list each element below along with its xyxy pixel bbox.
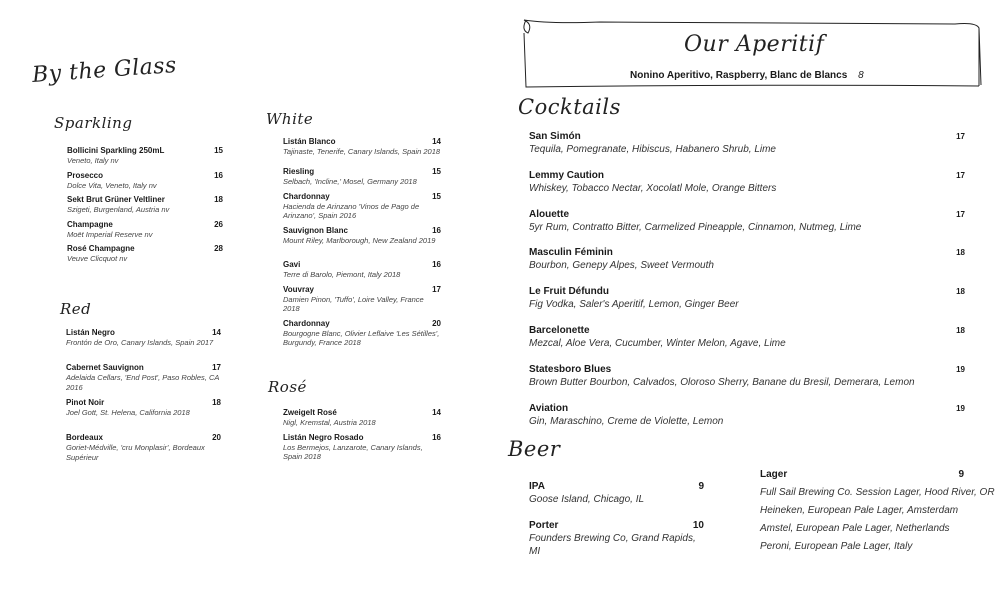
cocktail-price: 17 xyxy=(956,170,965,180)
wine-item xyxy=(67,195,223,220)
beer-price: 9 xyxy=(698,481,704,492)
item-name: Sauvignon Blanc xyxy=(283,225,348,235)
wine-item xyxy=(283,192,441,226)
item-desc: Goriet-Médville, 'cru Monplasir', Bordeaux Supérieur xyxy=(66,443,205,462)
beer-desc: Goose Island, Chicago, IL xyxy=(529,494,645,505)
wine-item xyxy=(66,433,221,468)
rose-list xyxy=(283,408,441,467)
item-desc: Hacienda de Arinzano 'Vinos de Pago de Arinzano', Spain 2016 xyxy=(283,201,420,220)
item-desc: Frontón de Oro, Canary Islands, Spain 2017 xyxy=(66,338,214,347)
item-desc: Los Bermejos, Lanzarote, Canary Islands, Spain 2018 xyxy=(283,442,423,461)
item-price: 15 xyxy=(214,146,223,155)
cocktails-heading: Cocktails xyxy=(518,95,621,119)
wine-item xyxy=(67,146,223,171)
item-price: 14 xyxy=(432,137,441,146)
by-the-glass-heading: By the Glass xyxy=(31,52,178,89)
item-price: 15 xyxy=(432,166,441,176)
lager-option: Heineken, European Pale Lager, Amsterdam xyxy=(760,505,959,516)
item-desc: Szigeti, Burgenland, Austria nv xyxy=(67,205,170,215)
aperitif-desc: Nonino Aperitivo, Raspberry, Blanc de Blancs xyxy=(630,70,848,81)
item-desc: Moët Imperial Reserve nv xyxy=(67,229,153,239)
beer-desc: Founders Brewing Co, Grand Rapids, MI xyxy=(529,533,696,557)
item-name: Riesling xyxy=(283,166,315,176)
item-name: Chardonnay xyxy=(283,191,330,201)
item-price: 20 xyxy=(432,318,441,328)
item-desc: Veneto, Italy nv xyxy=(67,156,119,165)
cocktail-desc: Brown Butter Bourbon, Calvados, Oloroso Sherry, Banane du Bresil, Demerara, Lemon xyxy=(529,376,915,388)
item-name: Bollicini Sparkling 250mL xyxy=(67,146,165,155)
lager-price: 9 xyxy=(958,469,964,480)
item-price: 16 xyxy=(214,170,223,180)
lager-block xyxy=(760,468,995,556)
item-desc: Mount Riley, Marlborough, New Zealand 2019 xyxy=(283,235,436,245)
white-list xyxy=(283,137,441,353)
wine-item xyxy=(283,137,441,167)
cocktail-item xyxy=(529,130,965,169)
item-price: 14 xyxy=(212,328,221,337)
item-name: Listán Blanco xyxy=(283,137,336,146)
sparkling-list xyxy=(67,146,223,269)
wine-item xyxy=(66,363,221,398)
red-heading: Red xyxy=(60,300,92,318)
wine-item xyxy=(67,244,223,269)
item-name: Listán Negro xyxy=(66,328,115,337)
red-list xyxy=(66,328,221,468)
cocktail-desc: Fig Vodka, Saler's Aperitif, Lemon, Ginger Beer xyxy=(529,299,739,311)
cocktail-desc: 5yr Rum, Contratto Bitter, Carmelized Pineapple, Cinnamon, Nutmeg, Lime xyxy=(529,221,862,233)
item-desc: Adelaida Cellars, 'End Post', Paso Robles, CA 2016 xyxy=(66,373,220,392)
aperitif-line xyxy=(630,70,864,81)
cocktail-name: Barcelonette xyxy=(529,324,590,336)
sparkling-heading: Sparkling xyxy=(54,114,133,132)
cocktail-name: San Simón xyxy=(529,131,581,142)
item-desc: Terre di Barolo, Piemont, Italy 2018 xyxy=(283,269,401,279)
item-desc: Tajinaste, Tenerife, Canary Islands, Spain 2018 xyxy=(283,147,441,156)
item-desc: Veuve Clicquot nv xyxy=(67,254,128,264)
rose-heading: Rosé xyxy=(268,378,307,396)
cocktail-price: 17 xyxy=(956,209,965,219)
cocktail-desc: Tequila, Pomegranate, Hibiscus, Habanero Shrub, Lime xyxy=(529,144,776,155)
item-price: 16 xyxy=(432,225,441,235)
beer-item xyxy=(529,480,704,519)
lager-name: Lager xyxy=(760,469,788,480)
item-name: Chardonnay xyxy=(283,318,330,328)
item-name: Bordeaux xyxy=(66,433,103,442)
cocktail-item xyxy=(529,285,965,324)
cocktail-price: 18 xyxy=(956,287,965,297)
cocktail-price: 17 xyxy=(956,132,965,141)
item-name: Zweigelt Rosé xyxy=(283,408,337,417)
item-name: Prosecco xyxy=(67,170,104,180)
cocktail-desc: Gin, Maraschino, Creme de Violette, Lemon xyxy=(529,415,724,427)
wine-item xyxy=(283,167,441,192)
item-price: 17 xyxy=(432,284,441,294)
wine-item xyxy=(283,226,441,260)
item-price: 17 xyxy=(212,363,221,372)
wine-item xyxy=(283,408,441,433)
item-name: Vouvray xyxy=(283,284,314,294)
item-name: Rosé Champagne xyxy=(67,244,135,254)
cocktail-desc: Mezcal, Aloe Vera, Cucumber, Winter Melon, Agave, Lime xyxy=(529,337,786,349)
wine-item xyxy=(67,171,223,196)
beer-item xyxy=(529,519,704,558)
item-price: 15 xyxy=(432,191,441,201)
white-heading: White xyxy=(266,110,314,128)
item-name: Listán Negro Rosado xyxy=(283,432,364,442)
item-desc: Damien Pinon, 'Tuffo', Loire Valley, France 2018 xyxy=(283,294,424,313)
cocktail-item xyxy=(529,246,965,285)
item-desc: Selbach, 'Incline,' Mosel, Germany 2018 xyxy=(283,176,417,186)
item-price: 16 xyxy=(432,432,441,442)
lager-option: Amstel, European Pale Lager, Netherlands xyxy=(760,523,950,534)
item-name: Sekt Brut Grüner Veltliner xyxy=(67,195,165,205)
lager-option: Full Sail Brewing Co. Session Lager, Hood River, OR xyxy=(760,487,995,498)
beer-name: Porter xyxy=(529,520,559,531)
cocktail-item xyxy=(529,363,965,402)
item-name: Cabernet Sauvignon xyxy=(66,363,144,372)
wine-item xyxy=(66,328,221,363)
cocktail-price: 18 xyxy=(956,248,965,258)
cocktail-desc: Whiskey, Tobacco Nectar, Xocolatl Mole, Orange Bitters xyxy=(529,182,777,194)
beer-heading: Beer xyxy=(508,437,561,461)
item-price: 14 xyxy=(432,408,441,417)
item-price: 18 xyxy=(212,398,221,407)
aperitif-price: 8 xyxy=(858,70,864,81)
cocktail-name: Lemmy Caution xyxy=(529,169,605,181)
cocktail-item xyxy=(529,169,965,208)
cocktail-price: 18 xyxy=(956,325,965,335)
cocktail-name: Masculin Féminin xyxy=(529,247,613,259)
item-price: 16 xyxy=(432,259,441,269)
item-desc: Nigl, Kremstal, Austria 2018 xyxy=(283,418,376,427)
cocktail-item xyxy=(529,402,965,441)
wine-item xyxy=(66,398,221,433)
lager-option: Peroni, European Pale Lager, Italy xyxy=(760,541,913,552)
cocktail-name: Statesboro Blues xyxy=(529,363,612,375)
item-name: Gavi xyxy=(283,259,301,269)
cocktail-desc: Bourbon, Genepy Alpes, Sweet Vermouth xyxy=(529,260,714,272)
wine-item xyxy=(283,433,441,467)
aperitif-heading: Our Aperitif xyxy=(684,32,825,57)
item-desc: Bourgogne Blanc, Olivier Leflaive 'Les Sétilles', Burgundy, France 2018 xyxy=(283,328,440,347)
item-desc: Dolce Vita, Veneto, Italy nv xyxy=(67,180,157,190)
item-price: 20 xyxy=(212,433,221,442)
beer-list xyxy=(529,480,704,558)
wine-item xyxy=(283,319,441,353)
cocktails-list xyxy=(529,130,965,440)
lager-header xyxy=(760,468,964,484)
cocktail-name: Alouette xyxy=(529,208,569,220)
cocktail-item xyxy=(529,324,965,363)
wine-item xyxy=(283,260,441,285)
item-name: Pinot Noir xyxy=(66,398,105,407)
cocktail-price: 19 xyxy=(956,403,965,413)
item-price: 26 xyxy=(214,219,223,229)
beer-name: IPA xyxy=(529,481,545,492)
cocktail-name: Le Fruit Défundu xyxy=(529,286,609,298)
beer-price: 10 xyxy=(692,520,704,531)
cocktail-item xyxy=(529,208,965,247)
cocktail-price: 19 xyxy=(956,364,965,374)
wine-item xyxy=(67,220,223,245)
item-desc: Joel Gott, St. Helena, California 2018 xyxy=(66,408,190,417)
item-price: 28 xyxy=(214,244,223,254)
wine-item xyxy=(283,285,441,319)
item-price: 18 xyxy=(214,195,223,205)
cocktail-name: Aviation xyxy=(529,402,569,414)
item-name: Champagne xyxy=(67,219,113,229)
